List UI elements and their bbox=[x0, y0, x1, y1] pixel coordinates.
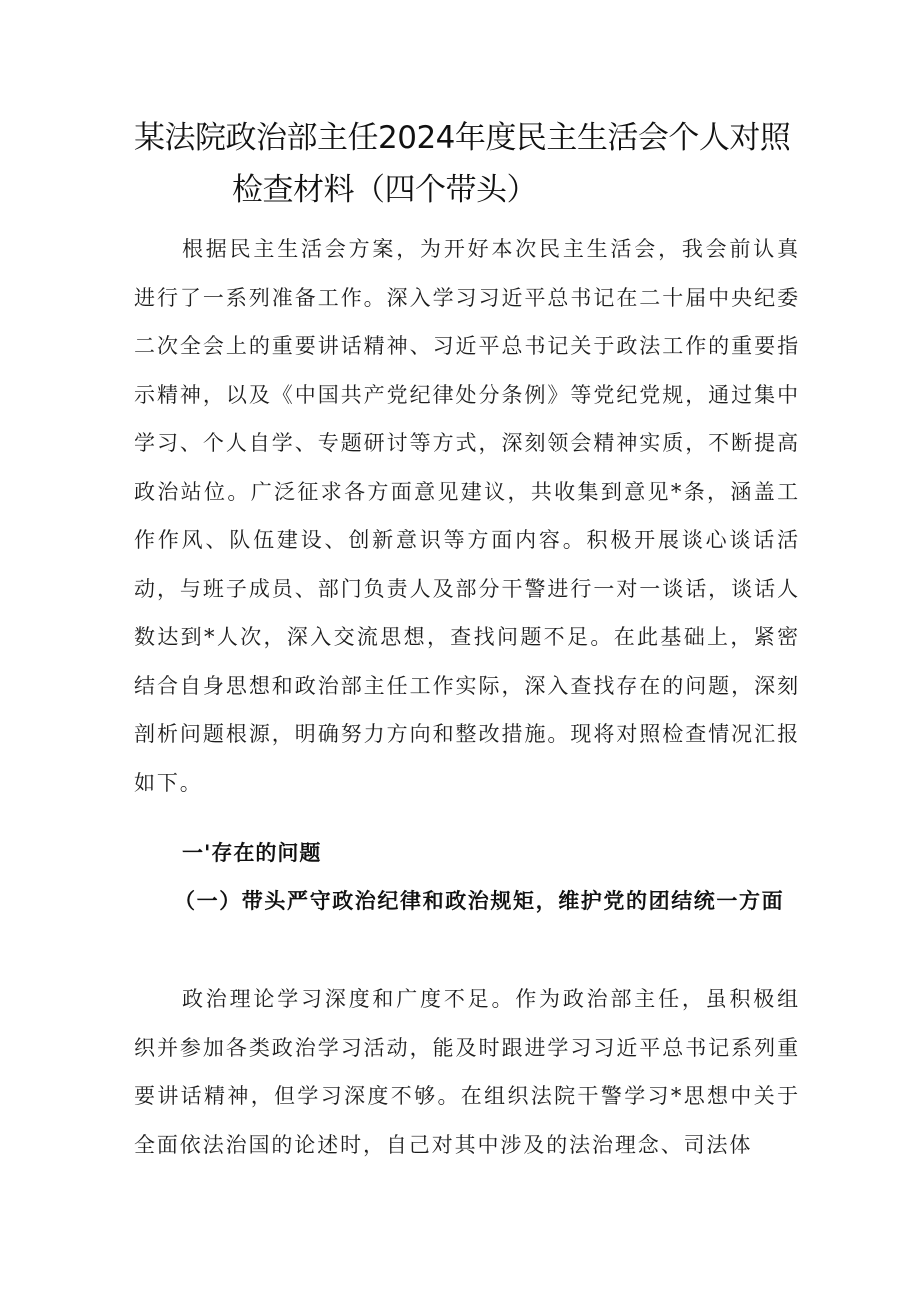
subsection-heading: （一）带头严守政治纪律和政治规矩，维护党的团结统一方面 bbox=[174, 888, 785, 913]
title-line-1: 某法院政治部主任2024年度民主生活会个人对照 bbox=[134, 120, 791, 156]
section-heading: 一'存在的问题 bbox=[182, 840, 322, 865]
title-line-2: 检查材料（四个带头） bbox=[232, 172, 537, 208]
body-paragraph: 政治理论学习深度和广度不足。作为政治部主任，虽积极组织并参加各类政治学习活动，能及时跟进学习习近平总书记系列重要讲话精神，但学习深度不够。在组织法院干警学习*思想中关于全面依法治国的论述时，自己对其中涉及的法治理念、司法体 bbox=[134, 987, 800, 1157]
intro-paragraph: 根据民主生活会方案，为开好本次民主生活会，我会前认真进行了一系列准备工作。深入学习习近平总书记在二十届中央纪委二次全会上的重要讲话精神、习近平总书记关于政法工作的重要指示精神，以及《中国共产党纪律处分条例》等党纪党规，通过集中学习、个人自学、专题研讨等方式，深刻领会精神实质，不断提高政治站位。广泛征求各方面意见建议，共收集到意见*条，涵盖工作作风、队伍建设、创新意识等方面内容。积极开展谈心谈话活动，与班子成员、部门负责人及部分干警进行一对一谈话，谈话人数达到*人次，深入交流思想，查找问题不足。在此基础上，紧密结合自身思想和政治部主任工作实际，深入查找存在的问题，深刻剖析问题根源，明确努力方向和整改措施。现将对照检查情况汇报如下。 bbox=[134, 237, 800, 795]
document-title bbox=[134, 112, 814, 216]
